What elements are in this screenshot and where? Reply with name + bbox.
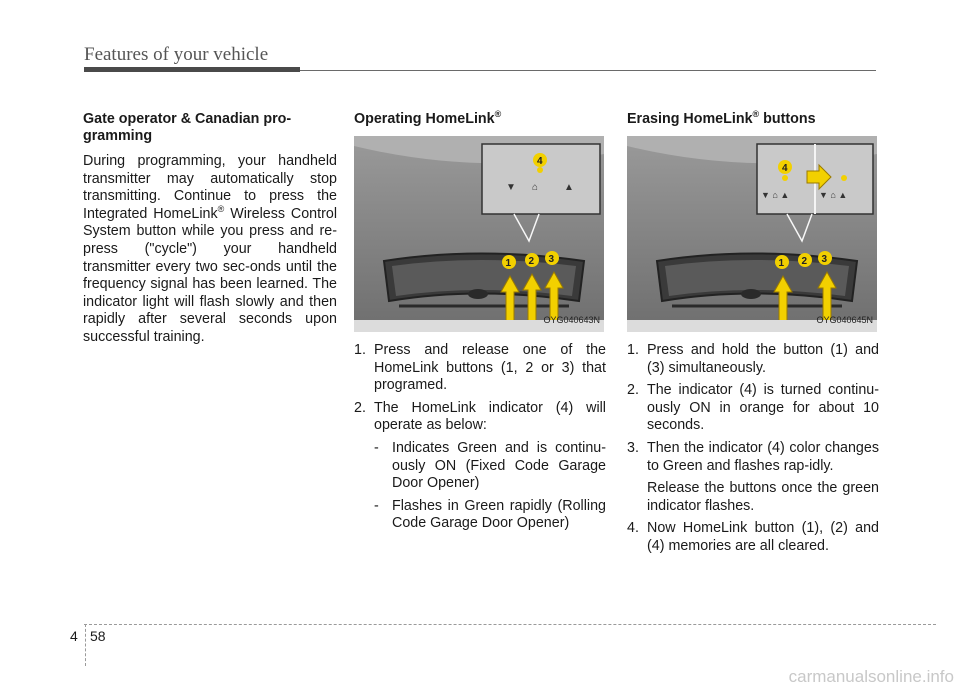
svg-text:▼: ▼ [506, 182, 516, 193]
header-bar [84, 67, 300, 72]
list-item: 1. Press and hold the button (1) and (3) simultaneously. [627, 342, 879, 376]
section-heading: Erasing HomeLink® buttons [627, 109, 816, 127]
list-item: 2. The indicator (4) is turned continu-ously ON in orange for about 10 seconds. [627, 382, 879, 434]
mirror-figure-operating [354, 136, 604, 332]
header-rule [300, 70, 876, 71]
section-heading: Gate operator & Canadian pro-gramming [83, 111, 292, 144]
callout-1: 1 [505, 258, 512, 269]
paragraph: During programming, your handheld transmitter may automatically stop transmitting. Continue to press the Integrated HomeLink® Wireless Control System button while you press and re-press ("cycle") your handheld transmitter every two sec-onds until the frequency signal has been learned. The indicator light will flash slowly and then rapidly after several seconds upon successful training. [83, 153, 337, 345]
callout-2: 2 [528, 256, 535, 267]
steps-list [627, 342, 879, 475]
list-item: 1. Press and release one of the HomeLink buttons (1, 2 or 3) that programed. [354, 342, 606, 394]
svg-text:▼ ⌂ ▲: ▼ ⌂ ▲ [819, 190, 848, 200]
svg-text:▲: ▲ [564, 182, 574, 193]
header-title: Features of your vehicle [84, 44, 269, 65]
callout-3: 3 [821, 254, 828, 265]
footer-rule [84, 624, 936, 625]
callout-3: 3 [548, 254, 555, 265]
list-item: 3. Then the indicator (4) color changes to Green and flashes rap-idly. [627, 439, 879, 474]
watermark: carmanualsonline.info [788, 667, 954, 686]
column-operating-homelink [354, 111, 606, 538]
callout-1: 1 [778, 258, 785, 269]
list-item: 4. Now HomeLink button (1), (2) and (4) memories are all cleared. [627, 520, 879, 554]
figure-code: OYG040645N [816, 315, 873, 326]
footer-divider [85, 624, 86, 666]
note-paragraph: Release the buttons once the green indicator flashes. [647, 480, 879, 514]
callout-4: 4 [537, 156, 543, 167]
sub-item: - Indicates Green and is continu-ously ON (Fixed Code Garage Door Opener) [374, 439, 606, 492]
steps-list [627, 520, 879, 555]
figure-code: OYG040643N [543, 315, 600, 326]
svg-text:⌂: ⌂ [532, 182, 539, 193]
svg-text:▼ ⌂ ▲: ▼ ⌂ ▲ [761, 190, 790, 200]
mirror-figure-erasing [627, 136, 877, 332]
section-heading: Operating HomeLink® [354, 109, 502, 127]
sub-item: - Flashes in Green rapidly (Rolling Code Garage Door Opener) [374, 497, 606, 532]
chapter-number: 4 [70, 628, 78, 644]
column-erasing-homelink [627, 111, 879, 561]
callout-2: 2 [801, 256, 808, 267]
steps-list [354, 342, 606, 435]
column-gate-operator [83, 111, 337, 347]
list-item: 2. The HomeLink indicator (4) will operate as below: [354, 399, 606, 434]
callout-4: 4 [782, 163, 788, 174]
page-number: 58 [90, 628, 106, 644]
